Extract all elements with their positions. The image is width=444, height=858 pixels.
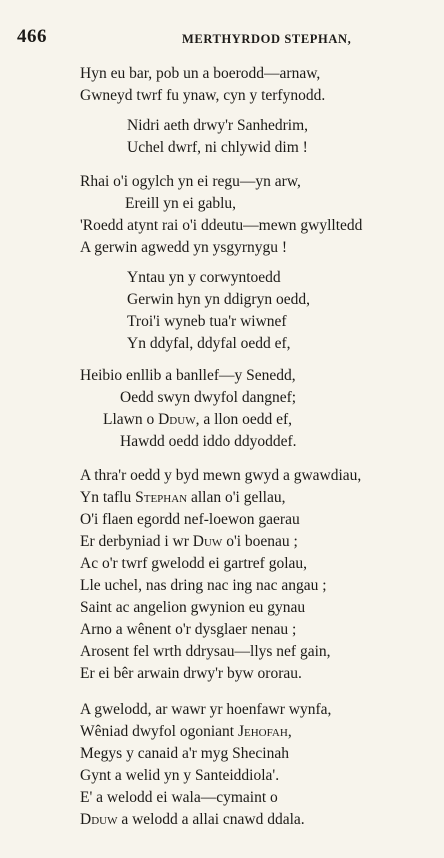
- verse-line: Hawdd oedd iddo ddyoddef.: [120, 433, 297, 450]
- running-title: MERTHYRDOD STEPHAN,: [182, 32, 352, 46]
- verse-line: A gerwin agwedd yn ysgyrnygu !: [80, 239, 288, 256]
- verse-line: [80, 722, 292, 742]
- verse-line: Megys y canaid a'r myg Shecinah: [80, 745, 289, 762]
- verse-line: Arno a wênent o'r dysglaer nenau ;: [80, 621, 297, 638]
- verse-line: O'i flaen egordd nef-loewon gaerau: [80, 511, 300, 528]
- verse-text-segment: , a llon oedd ef,: [195, 411, 292, 428]
- verse-text-segment: ,: [287, 723, 292, 740]
- verse-line: [80, 810, 305, 830]
- verse-line: Ac o'r twrf gwelodd ei gartref golau,: [80, 555, 308, 572]
- verse-line: Yn ddyfal, ddyfal oedd ef,: [127, 335, 291, 352]
- verse-text-segment: Wêniad dwyfol ogoniant: [80, 723, 238, 740]
- verse-line: Heibio enllib a banllef—y Senedd,: [80, 367, 296, 384]
- verse-text-segment: allan o'i gellau,: [187, 489, 286, 506]
- verse-text-segment: Yn taflu: [80, 489, 136, 506]
- verse-line: Saint ac angelion gwynion eu gynau: [80, 599, 306, 616]
- small-caps-name: Dduw: [80, 811, 118, 828]
- verse-line: [80, 532, 298, 552]
- verse-line: A gwelodd, ar wawr yr hoenfawr wynfa,: [80, 701, 332, 718]
- verse-line: A thra'r oedd y byd mewn gwyd a gwawdiau,: [80, 467, 362, 484]
- small-caps-name: Dduw: [158, 411, 196, 428]
- verse-line: E' a welodd ei wala—cymaint o: [80, 789, 278, 806]
- verse-line: [80, 488, 285, 508]
- small-caps-name: Jehofah: [237, 723, 288, 740]
- verse-line: Er ei bêr arwain drwy'r byw ororau.: [80, 665, 302, 682]
- verse-line: Oedd swyn dwyfol dangnef;: [120, 389, 297, 406]
- small-caps-name: Duw: [192, 533, 223, 550]
- small-caps-name: Stephan: [135, 489, 188, 506]
- verse-line: Hyn eu bar, pob un a boerodd—arnaw,: [80, 65, 321, 82]
- verse-line: Rhai o'i ogylch yn ei regu—yn arw,: [80, 173, 301, 190]
- verse-line: Arosent fel wrth ddrysau—llys nef gain,: [80, 643, 331, 660]
- verse-line: Nidri aeth drwy'r Sanhedrim,: [127, 117, 308, 134]
- verse-line: Uchel dwrf, ni chlywid dim !: [127, 139, 308, 156]
- verse-line: Ereill yn ei gablu,: [125, 195, 237, 212]
- verse-line: Gynt a welid yn y Santeiddiola'.: [80, 767, 280, 784]
- verse-text-segment: Llawn o: [103, 411, 159, 428]
- verse-line: [103, 410, 292, 430]
- verse-line: Yntau yn y corwyntoedd: [127, 269, 281, 286]
- verse-text-segment: a welodd a allai cnawd ddala.: [117, 811, 305, 828]
- verse-line: Gerwin hyn yn ddigryn oedd,: [127, 291, 310, 308]
- verse-line: Troi'i wyneb tua'r wiwnef: [127, 313, 287, 330]
- verse-text-segment: Er derbyniad i wr: [80, 533, 193, 550]
- verse-line: Gwneyd twrf fu ynaw, cyn y terfynodd.: [80, 87, 326, 104]
- verse-line: Lle uchel, nas dring nac ing nac angau ;: [80, 577, 327, 594]
- verse-text-segment: o'i boenau ;: [222, 533, 298, 550]
- page-number: 466: [17, 26, 47, 47]
- verse-line: 'Roedd atynt rai o'i ddeutu—mewn gwylltedd: [80, 217, 363, 234]
- page-header: [0, 26, 444, 50]
